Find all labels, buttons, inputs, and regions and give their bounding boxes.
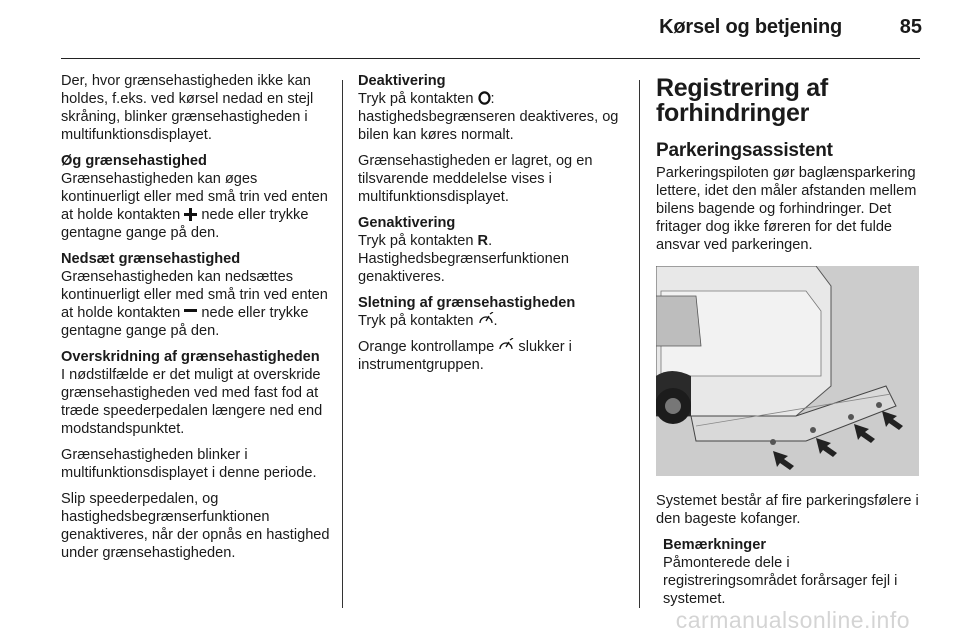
deactivate-text-a: Tryk på kontakten [358,91,478,107]
column-divider-2 [639,80,640,608]
lamp-text-b: slukker i instrumentgruppen. [358,339,572,373]
reactivate-text-a: Tryk på kontakten [358,233,478,249]
delete-paragraph [358,312,626,330]
note-box [663,536,924,608]
lamp-paragraph [358,338,626,374]
intro-paragraph: Der, hvor grænsehastigheden ikke kan holdes, f.eks. ved kørsel nedad en stejl skråning, blinker grænsehastigheden i multifunktionsdisplayet. [61,73,314,143]
decrease-text-a: Grænsehastigheden kan nedsættes kontinuerligt eller med små trin ved enten at holde kontakten [61,269,328,321]
delete-text-a: Tryk på kontakten [358,313,478,329]
minus-icon [184,306,197,319]
deactivate-heading: Deaktivering [358,73,446,89]
page-number: 85 [899,16,922,38]
system-paragraph: Systemet består af fire parkeringsfølere i den bageste kofanger. [656,493,919,527]
parking-sensor-figure [656,266,919,476]
van-rear-illustration [656,266,919,476]
stored-paragraph: Grænsehastigheden er lagret, og en tilsvarende meddelelse vises i multifunktionsdisplayet. [358,153,593,205]
increase-paragraph [61,170,331,242]
watermark: carmanualsonline.info [675,607,910,633]
speedometer-limit-icon [498,338,514,353]
plus-icon [184,208,197,221]
column-1 [61,72,331,570]
increase-text-b: nede eller trykke gentagne gange på den. [61,207,309,241]
decrease-heading: Nedsæt grænsehastighed [61,251,241,267]
page-title: Kørsel og betjening [659,16,842,38]
exceed-heading: Overskridning af grænsehastigheden [61,349,320,365]
increase-heading: Øg grænsehastighed [61,153,207,169]
speedometer-limit-icon [478,312,494,327]
column-3 [656,72,924,616]
circle-o-icon [478,91,491,105]
release-paragraph: Slip speederpedalen, og hastighedsbegrænserfunktionen genaktiveres, når der opnås en hastighed under grænsehastigheden. [61,491,330,561]
increase-text-a: Grænsehastigheden kan øges kontinuerligt eller med små trin ved enten at holde kontakten [61,171,328,223]
deactivate-text-b: : hastighedsbegrænseren deaktiveres, og bilen kan køres normalt. [358,91,619,143]
delete-text-b: . [493,313,498,329]
section-title: Registrering af forhindringer [656,74,828,127]
exceed-paragraph: I nødstilfælde er det muligt at overskride grænsehastigheden ved med fast fod at træde speederpedalen længere ned end modstandspunktet. [61,367,323,437]
reactivate-key: R [477,233,489,249]
column-2 [358,72,626,382]
note-paragraph: Påmonterede dele i registreringsområdet forårsager fejl i systemet. [663,555,898,607]
page-header [0,0,960,56]
note-heading: Bemærkninger [663,537,766,553]
deactivate-paragraph [358,90,626,144]
blink-paragraph: Grænsehastigheden blinker i multifunktionsdisplayet i denne periode. [61,447,317,481]
column-divider-1 [342,80,343,608]
reactivate-paragraph [358,232,626,286]
header-rule [61,58,920,59]
parking-intro: Parkeringspiloten gør baglænsparkering lettere, idet den måler afstanden mellem bilens bagende og forhindringer. Det fritager dog ikke føreren for det fulde ansvar ved parkeringen. [656,165,917,253]
decrease-text-b: nede eller trykke gentagne gange på den. [61,305,309,339]
delete-heading: Sletning af grænsehastigheden [358,295,576,311]
subsection-title: Parkeringsassistent [656,140,833,161]
decrease-paragraph [61,268,331,340]
lamp-text-a: Orange kontrollampe [358,339,499,355]
reactivate-heading: Genaktivering [358,215,456,231]
reactivate-text-b: . Hastighedsbegrænserfunktionen genaktiveres. [358,233,569,285]
